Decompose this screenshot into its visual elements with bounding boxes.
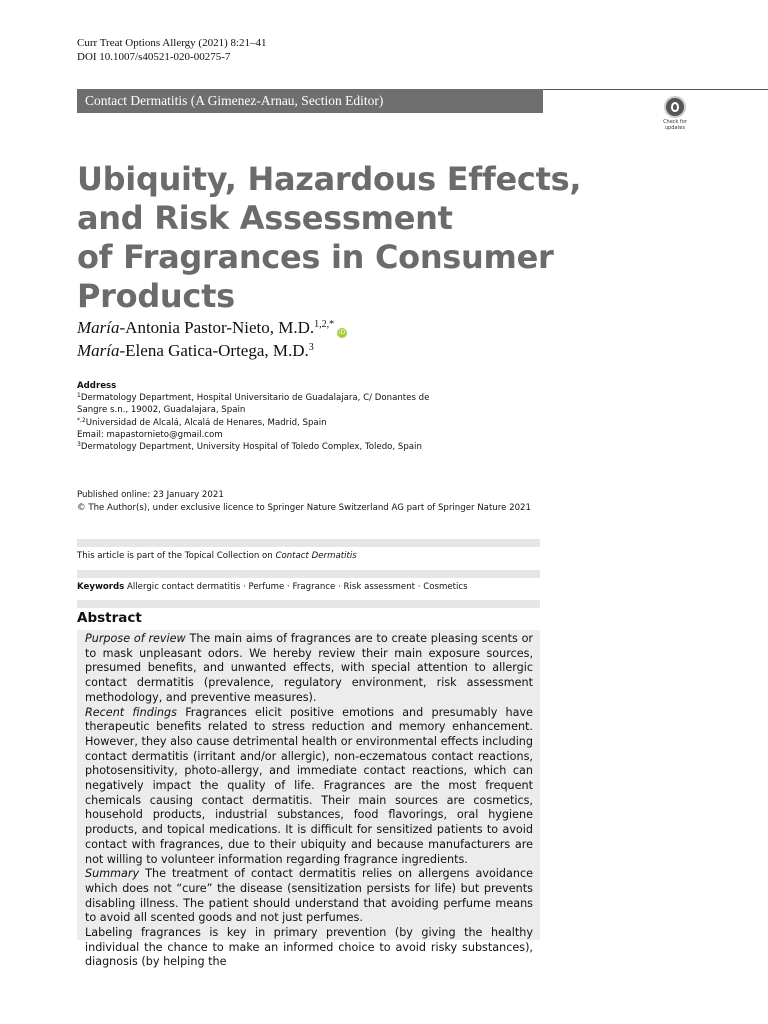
badge-line2: updates <box>664 125 686 131</box>
journal-reference <box>77 36 267 64</box>
divider-band <box>77 539 540 547</box>
orcid-icon[interactable]: iD <box>339 329 346 336</box>
check-for-updates-icon <box>664 96 686 118</box>
author-1: María-Antonia Pastor-Nieto, M.D.$^{1,2,*}$iD <box>77 318 346 337</box>
address-heading: Address <box>77 381 117 391</box>
check-for-updates-badge[interactable] <box>656 96 694 132</box>
keywords: Keywords Allergic contact dermatitis · Perfume · Fragrance · Risk assessment · Cosmetics <box>77 582 468 592</box>
abstract-box <box>77 630 540 969</box>
title-line: and Risk Assessment <box>77 199 453 237</box>
divider-band <box>77 600 540 608</box>
authors <box>77 316 347 362</box>
title-line: Products <box>77 277 235 315</box>
copyright: © The Author(s), under exclusive licence to Springer Nature Switzerland AG part of Springer Nature 2021 <box>77 503 531 513</box>
address-email[interactable]: Email: mapastornieto@gmail.com <box>77 429 223 440</box>
doi: DOI 10.1007/s40521-020-00275-7 <box>77 51 231 63</box>
journal-citation: Curr Treat Options Allergy (2021) 8:21–41 <box>77 37 267 49</box>
address-line: $^3$Dermatology Department, University Hospital of Toledo Complex, Toledo, Spain <box>77 441 422 453</box>
divider-band <box>77 570 540 578</box>
topical-collection: This article is part of the Topical Collection on Contact Dermatitis <box>77 551 357 561</box>
publication-info <box>77 489 547 515</box>
abstract-labeling: Labeling fragrances is key in primary prevention (by giving the healthy individual the chance to make an informed choice to avoid risky substances), diagnosis (by helping the <box>85 926 533 969</box>
abstract-heading: Abstract <box>77 610 142 626</box>
abstract-text <box>85 632 533 970</box>
article-title <box>77 160 637 316</box>
author-2: María-Elena Gatica-Ortega, M.D.$^3$ <box>77 341 314 360</box>
title-line: Ubiquity, Hazardous Effects, <box>77 160 582 198</box>
abstract-findings: Recent findings Fragrances elicit positive emotions and presumably have therapeutic benefits related to stress reduction and memory enhancement. However, they also cause detrimental health or environmental effects including contact dermatitis (irritant and/or allergic), non-eczematous contact reactions, photosensitivity, photo-allergy, and immediate contact reactions, which can negatively impact the quality of life. Fragrances are the most frequent chemicals causing contact dermatitis. Their main sources are cosmetics, household products, industrial substances, food flavorings, oral hygiene products, and topical medications. It is difficult for sensitized patients to avoid contact with fragrances, due to their ubiquity and because manufacturers are not willing to volunteer information regarding fragrance ingredients. <box>85 705 533 866</box>
abstract-purpose: Purpose of review The main aims of fragrances are to create pleasing scents or to mask unpleasant odors. We hereby review their main exposure sources, presumed benefits, and unwanted effects, with special attention to allergic contact dermatitis (prevalence, regulatory environment, risk assessment methodology, and preventive measures). <box>85 632 534 704</box>
section-bar: Contact Dermatitis (A Gimenez-Arnau, Section Editor) <box>77 89 543 113</box>
abstract-summary: Summary The treatment of contact dermatitis relies on allergens avoidance which does not “cure” the disease (sensitization persists for life) but prevents disabling illness. The patient should understand that avoiding perfume means to avoid all scented goods and not just perfumes. <box>85 867 533 925</box>
address-line: Sangre s.n., 19002, Guadalajara, Spain <box>77 405 246 416</box>
title-line: of Fragrances in Consumer <box>77 238 554 276</box>
address-block <box>77 380 437 453</box>
address-line: $^{*,2}$Universidad de Alcalá, Alcalá de Henares, Madrid, Spain <box>77 416 327 428</box>
published-date: Published online: 23 January 2021 <box>77 490 224 500</box>
address-line: $^1$Dermatology Department, Hospital Universitario de Guadalajara, C/ Donantes de <box>77 392 430 404</box>
badge-line1: Check for <box>663 119 687 125</box>
section-rule <box>543 89 768 90</box>
